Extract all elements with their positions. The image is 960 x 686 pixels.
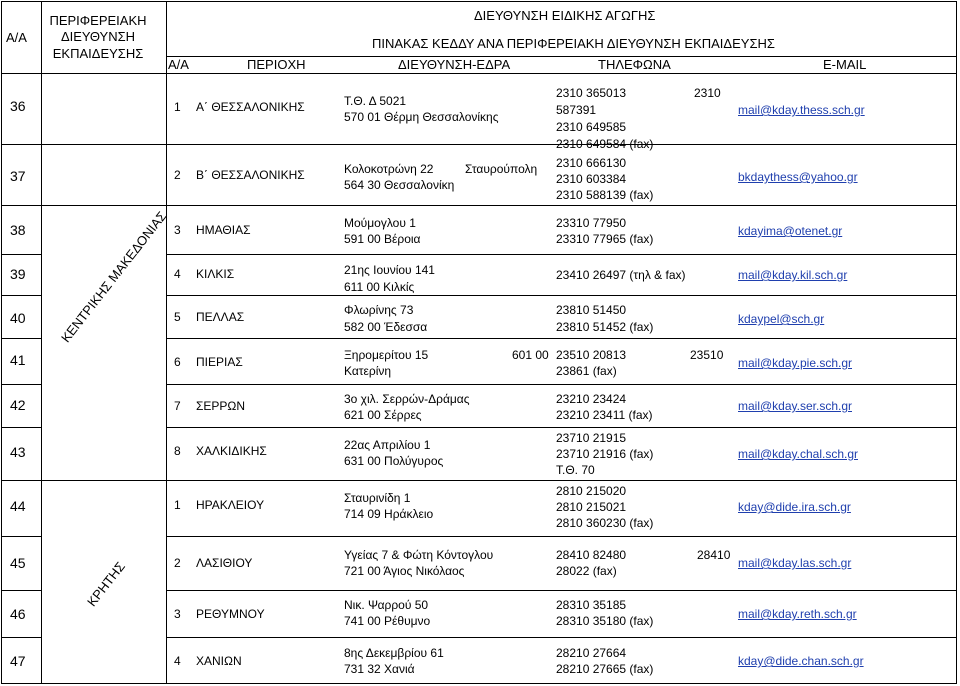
group-divider	[1, 480, 957, 481]
row-number: 41	[10, 352, 26, 368]
group-label-crete: ΚΡΗΤΗΣ	[84, 558, 128, 610]
address-extra: Σταυρούπολη	[465, 162, 538, 176]
row-divider	[166, 536, 957, 537]
row-number: 38	[10, 222, 26, 238]
email-link[interactable]: kday@dide.ira.sch.gr	[738, 500, 851, 514]
phone-2: 2810 215021	[556, 500, 627, 514]
row-index: 4	[174, 654, 181, 668]
phone-1: 23710 21915	[556, 431, 627, 445]
address-line-2: 741 00 Ρέθυμνο	[344, 614, 431, 628]
address-line-1: Μούμογλου 1	[344, 216, 416, 230]
row-divider	[1, 73, 957, 74]
row-divider	[166, 338, 957, 339]
address-line-1: 3ο χιλ. Σερρών-Δράμας	[344, 392, 470, 406]
address-extra: 601 00	[512, 348, 549, 362]
phone-2: 23310 77965 (fax)	[556, 232, 654, 246]
row-number: 37	[10, 168, 26, 184]
row-index: 6	[174, 355, 181, 369]
phone-1: 23810 51450	[556, 303, 627, 317]
phone-3: Τ.Θ. 70	[556, 463, 595, 477]
row-index: 7	[174, 399, 181, 413]
row-divider	[1, 295, 41, 296]
phone-1: 23210 23424	[556, 392, 627, 406]
address-line-1: Κολοκοτρώνη 22	[344, 162, 434, 176]
address-line-2: 570 01 Θέρμη Θεσσαλονίκης	[344, 110, 499, 124]
phone-2: 2310 603384	[556, 172, 627, 186]
address-line-1: Σταυρινίδη 1	[344, 491, 411, 505]
row-number: 39	[10, 266, 26, 282]
address-line-2: 582 00 Έδεσσα	[344, 320, 428, 334]
row-divider	[1, 427, 41, 428]
row-divider	[1, 590, 41, 591]
col-divider	[166, 1, 167, 684]
phone-1: 2310 666130	[556, 156, 627, 170]
row-index: 3	[174, 223, 181, 237]
col-divider	[41, 1, 42, 684]
address-line-2: 564 30 Θεσσαλονίκη	[344, 178, 455, 192]
address-line-2: 591 00 Βέροια	[344, 232, 421, 246]
col-header-area: ΠΕΡΙΟΧΗ	[247, 57, 306, 72]
row-number: 45	[10, 555, 26, 571]
row-divider	[166, 637, 957, 638]
address-line-1: Υγείας 7 & Φώτη Κόντογλου	[344, 548, 494, 562]
area-name: Α΄ ΘΕΣΣΑΛΟΝΙΚΗΣ	[196, 100, 305, 114]
email-link[interactable]: bkdaythess@yahoo.gr	[738, 170, 858, 184]
address-line-1: 22ας Απριλίου 1	[344, 438, 431, 452]
page-title: ΔΙΕΥΘΥΝΣΗ ΕΙΔΙΚΗΣ ΑΓΩΓΗΣ	[474, 8, 656, 23]
header-region-line-2: ΔΙΕΥΘΥΝΣΗ	[60, 29, 136, 45]
phone-2: 23810 51452 (fax)	[556, 320, 654, 334]
row-divider	[166, 254, 957, 255]
address-line-2: 721 00 Άγιος Νικόλαος	[344, 564, 465, 578]
address-line-1: 8ης Δεκεμβρίου 61	[344, 646, 444, 660]
row-number: 43	[10, 444, 26, 460]
area-name: ΡΕΘΥΜΝΟΥ	[196, 607, 265, 621]
phone-1: 28410 82480	[556, 548, 627, 562]
area-name: Β΄ ΘΕΣΣΑΛΟΝΙΚΗΣ	[196, 168, 305, 182]
row-index: 3	[174, 607, 181, 621]
row-divider	[1, 536, 41, 537]
email-link[interactable]: mail@kday.kil.sch.gr	[738, 268, 848, 282]
phone-1: 23510 20813	[556, 348, 627, 362]
row-divider	[1, 144, 957, 145]
area-name: ΚΙΛΚΙΣ	[196, 267, 235, 281]
row-divider	[1, 338, 41, 339]
phone-2: 28022 (fax)	[556, 564, 617, 578]
phone-1: 2810 215020	[556, 484, 627, 498]
row-divider	[1, 384, 41, 385]
row-number: 36	[10, 98, 26, 114]
row-divider	[166, 295, 957, 296]
email-link[interactable]: mail@kday.reth.sch.gr	[738, 607, 857, 621]
row-divider	[1, 205, 957, 206]
area-name: ΠΙΕΡΙΑΣ	[196, 355, 243, 369]
row-divider	[166, 427, 957, 428]
address-line-2: 621 00 Σέρρες	[344, 408, 422, 422]
address-line-1: Τ.Θ. Δ 5021	[344, 94, 407, 108]
email-link[interactable]: mail@kday.chal.sch.gr	[738, 447, 858, 461]
phone-1: 28310 35185	[556, 598, 627, 612]
area-name: ΗΜΑΘΙΑΣ	[196, 223, 251, 237]
row-index: 2	[174, 168, 181, 182]
email-link[interactable]: mail@kday.las.sch.gr	[738, 556, 852, 570]
address-line-2: 731 32 Χανιά	[344, 662, 415, 676]
row-number: 47	[10, 653, 26, 669]
address-line-2: 714 09 Ηράκλειο	[344, 507, 434, 521]
header-region-line-3: ΕΚΠΑΙΔΕΥΣΗΣ	[52, 45, 144, 61]
area-name: ΧΑΛΚΙΔΙΚΗΣ	[196, 444, 267, 458]
phone-continued: 28410	[697, 548, 731, 562]
phone-3: 2310 588139 (fax)	[556, 188, 654, 202]
col-header-aa: Α/Α	[168, 57, 189, 72]
row-index: 5	[174, 310, 181, 324]
area-name: ΛΑΣΙΘΙΟΥ	[196, 556, 253, 570]
phone-2: 587391	[556, 103, 597, 117]
row-number: 40	[10, 310, 26, 326]
header-region-directorate	[46, 13, 150, 62]
header-aa: Α/Α	[6, 30, 27, 45]
email-link[interactable]: mail@kday.pie.sch.gr	[738, 356, 852, 370]
header-divider	[166, 56, 957, 57]
phone-4: 2310 649584 (fax)	[556, 137, 654, 151]
email-link[interactable]: mail@kday.thess.sch.gr	[738, 103, 865, 117]
phone-continued: 23510	[690, 348, 724, 362]
phone-1: 23310 77950	[556, 216, 627, 230]
col-header-address: ΔΙΕΥΘΥΝΣΗ-ΕΔΡΑ	[398, 57, 511, 72]
col-header-phones: ΤΗΛΕΦΩΝΑ	[598, 57, 671, 72]
phone-1: 28210 27664	[556, 646, 627, 660]
email-link[interactable]: mail@kday.ser.sch.gr	[738, 399, 852, 413]
area-name: ΠΕΛΛΑΣ	[196, 310, 245, 324]
row-index: 2	[174, 556, 181, 570]
phone-2: 23710 21916 (fax)	[556, 447, 654, 461]
phone-2: 28210 27665 (fax)	[556, 662, 654, 676]
row-divider	[1, 637, 41, 638]
page-subtitle: ΠΙΝΑΚΑΣ ΚΕΔΔΥ ΑΝΑ ΠΕΡΙΦΕΡΕΙΑΚΗ ΔΙΕΥΘΥΝΣΗ ΕΚΠΑΙΔΕΥΣΗΣ	[372, 36, 775, 51]
row-number: 46	[10, 606, 26, 622]
row-number: 44	[10, 498, 26, 514]
phone-1: 2310 365013	[556, 86, 627, 100]
row-number: 42	[10, 397, 26, 413]
phone-2: 23210 23411 (fax)	[556, 408, 653, 422]
email-link[interactable]: kdayima@otenet.gr	[738, 224, 843, 238]
area-name: ΧΑΝΙΩΝ	[196, 654, 242, 668]
row-divider	[1, 254, 41, 255]
address-line-2: 631 00 Πολύγυρος	[344, 454, 444, 468]
row-index: 1	[174, 100, 181, 114]
address-line-1: Φλωρίνης 73	[344, 303, 414, 317]
area-name: ΗΡΑΚΛΕΙΟΥ	[196, 498, 265, 512]
phone-continued: 2310	[694, 86, 721, 100]
row-divider	[166, 590, 957, 591]
phone-3: 2310 649585	[556, 120, 627, 134]
row-index: 1	[174, 498, 181, 512]
address-line-2: Κατερίνη	[344, 364, 392, 378]
address-line-1: Ξηρομερίτου 15	[344, 348, 429, 362]
address-line-1: 21ης Ιουνίου 141	[344, 263, 435, 277]
email-link[interactable]: kday@dide.chan.sch.gr	[738, 654, 864, 668]
phone-2: 28310 35180 (fax)	[556, 614, 654, 628]
address-line-2: 611 00 Κιλκίς	[344, 280, 415, 294]
row-index: 4	[174, 267, 181, 281]
row-divider	[166, 384, 957, 385]
email-link[interactable]: kdaypel@sch.gr	[738, 312, 825, 326]
address-line-1: Νικ. Ψαρρού 50	[344, 598, 429, 612]
phone-3: 2810 360230 (fax)	[556, 516, 654, 530]
row-index: 8	[174, 444, 181, 458]
phone-2: 23861 (fax)	[556, 364, 617, 378]
phone-1: 23410 26497 (τηλ & fax)	[556, 268, 686, 282]
header-region-line-1: ΠΕΡΙΦΕΡΕΙΑΚΗ	[49, 13, 147, 28]
col-header-email: E-MAIL	[823, 57, 867, 72]
group-label-macedonia: ΚΕΝΤΡΙΚΗΣ ΜΑΚΕΔΟΝΙΑΣ	[58, 208, 170, 346]
area-name: ΣΕΡΡΩΝ	[196, 399, 246, 413]
